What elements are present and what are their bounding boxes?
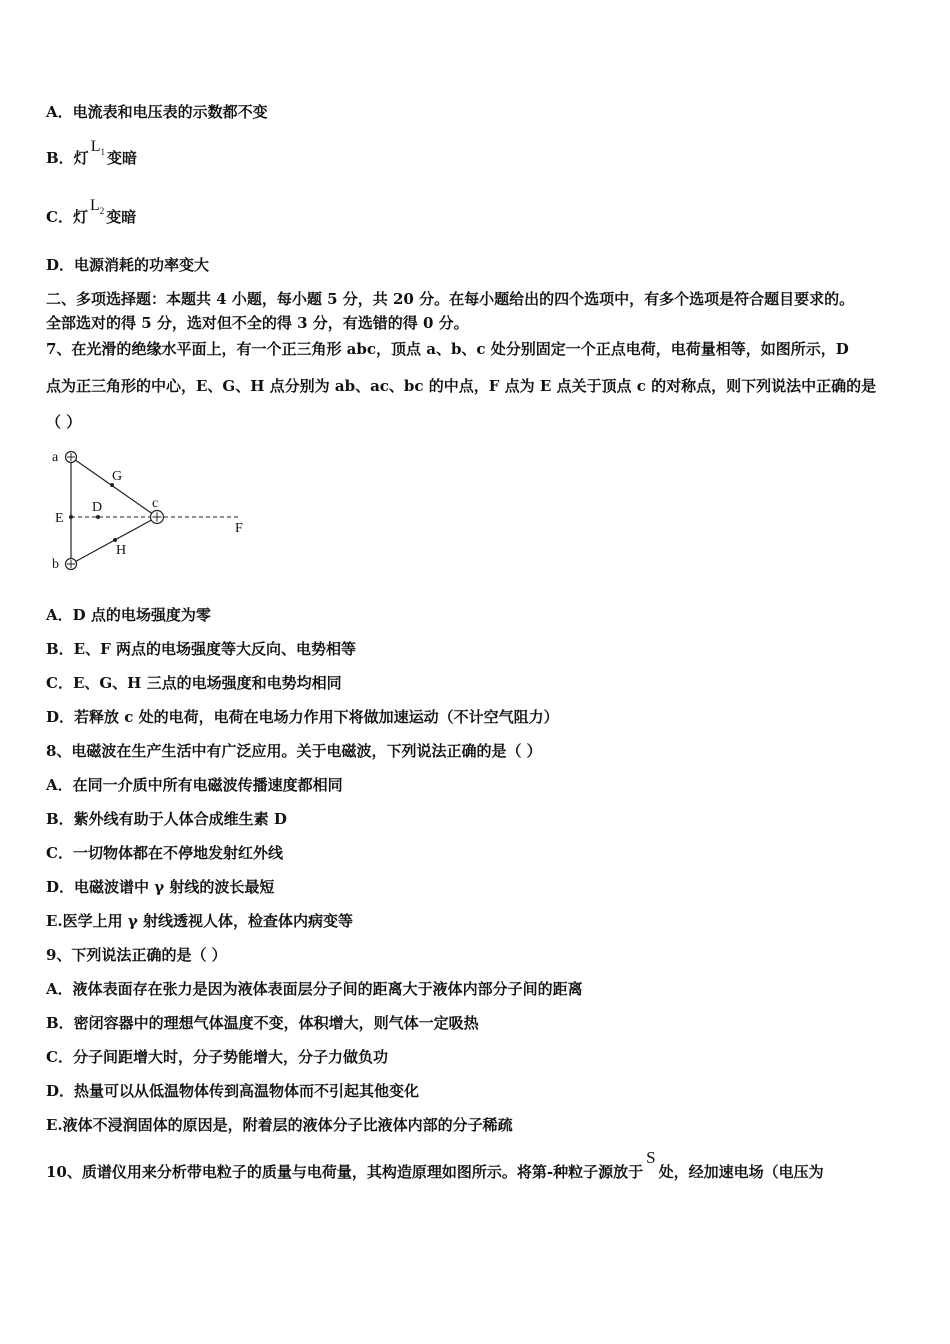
q9-option-e: E.液体不浸润固体的原因是，附着层的液体分子比液体内部的分子稀疏 — [46, 1116, 513, 1134]
q8-stem: 8、电磁波在生产生活中有广泛应用。关于电磁波，下列说法正确的是（ ） — [46, 742, 542, 760]
q6-option-b — [46, 138, 137, 174]
q9-option-b: B．密闭容器中的理想气体温度不变，体积增大，则气体一定吸热 — [46, 1014, 479, 1032]
lamp-l2-letter: L — [89, 197, 100, 214]
q7-option-a: A．D 点的电场强度为零 — [46, 606, 211, 624]
section2-heading-line2: 全部选对的得 5 分，选对但不全的得 3 分，有选错的得 0 分。 — [46, 314, 469, 332]
q7-option-c: C．E、G、H 三点的电场强度和电势均相同 — [46, 674, 342, 692]
label-d: D — [92, 500, 103, 515]
charge-c-icon — [151, 511, 164, 524]
label-f: F — [235, 521, 243, 536]
q6-option-b-prefix: B．灯 — [46, 149, 89, 167]
label-c: c — [152, 496, 159, 511]
q7-option-b: B．E、F 两点的电场强度等大反向、电势相等 — [46, 640, 356, 658]
lamp-l1-letter: L — [90, 138, 101, 155]
q9-option-d: D．热量可以从低温物体传到高温物体而不引起其他变化 — [46, 1082, 420, 1100]
q10-stem — [46, 1148, 824, 1182]
q8-option-a: A．在同一介质中所有电磁波传播速度都相同 — [46, 776, 343, 794]
side-ac — [71, 457, 157, 517]
q10-stem-prefix: 10、质谱仪用来分析带电粒子的质量与电荷量，其构造原理如图所示。将第-种粒子源放于 — [46, 1163, 644, 1181]
lamp-l2-symbol — [90, 196, 104, 221]
point-e — [69, 515, 73, 519]
label-b: b — [52, 557, 59, 572]
q7-stem-line1: 7、在光滑的绝缘水平面上，有一个正三角形 abc，顶点 a、b、c 处分别固定一个正点电荷，电荷量相等，如图所示，D — [46, 340, 849, 358]
q6-option-a: A．电流表和电压表的示数都不变 — [46, 103, 268, 121]
label-g: G — [112, 469, 123, 484]
point-d — [96, 515, 100, 519]
label-e: E — [55, 511, 64, 526]
q10-stem-suffix: 处，经加速电场（电压为 — [658, 1163, 824, 1181]
charge-a-icon — [66, 452, 77, 463]
q6-option-c-suffix: 变暗 — [106, 208, 137, 226]
point-h — [113, 538, 117, 542]
lamp-l1-symbol — [91, 137, 105, 162]
q9-option-c: C．分子间距增大时，分子势能增大，分子力做负功 — [46, 1048, 388, 1066]
section2-heading-line1: 二、多项选择题：本题共 4 小题，每小题 5 分，共 20 分。在每小题给出的四个选项中，有多个选项是符合题目要求的。 — [46, 290, 855, 308]
lamp-l2-subscript: 2 — [99, 206, 105, 217]
label-a: a — [52, 450, 59, 465]
q9-option-a: A．液体表面存在张力是因为液体表面层分子间的距离大于液体内部分子间的距离 — [46, 980, 583, 998]
q8-option-d: D．电磁波谱中 γ 射线的波长最短 — [46, 878, 275, 896]
q7-answer-blank: （ ） — [46, 413, 82, 431]
q6-option-d: D．电源消耗的功率变大 — [46, 256, 210, 274]
lamp-l1-subscript: 1 — [100, 147, 105, 158]
q7-stem-line2: 点为正三角形的中心，E、G、H 点分别为 ab、ac、bc 的中点，F 点为 E 点关于顶点 c 的对称点，则下列说法中正确的是 — [46, 377, 877, 395]
q6-option-c-prefix: C．灯 — [46, 208, 88, 226]
q8-option-c: C．一切物体都在不停地发射红外线 — [46, 844, 283, 862]
q8-option-e: E.医学上用 γ 射线透视人体，检查体内病变等 — [46, 912, 354, 930]
q6-option-c — [46, 197, 137, 233]
triangle-charge-figure — [46, 440, 266, 580]
source-s-symbol: S — [646, 1148, 656, 1167]
q7-option-d: D．若释放 c 处的电荷，电荷在电场力作用下将做加速运动（不计空气阻力） — [46, 708, 559, 726]
q8-option-b: B．紫外线有助于人体合成维生素 D — [46, 810, 287, 828]
q9-stem: 9、下列说法正确的是（ ） — [46, 946, 227, 964]
label-h: H — [116, 543, 127, 558]
charge-b-icon — [66, 559, 77, 570]
q6-option-b-suffix: 变暗 — [106, 149, 137, 167]
